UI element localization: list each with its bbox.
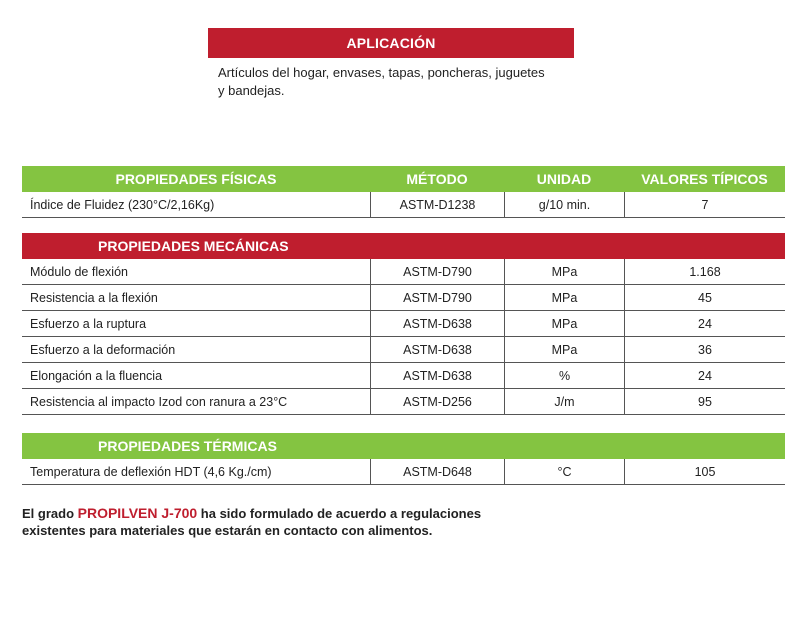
valor-cell: 105 bbox=[624, 459, 785, 484]
valor-cell: 45 bbox=[624, 285, 785, 310]
metodo-cell: ASTM-D638 bbox=[370, 337, 504, 362]
termicas-header-title: PROPIEDADES TÉRMICAS bbox=[98, 438, 277, 454]
table-row bbox=[22, 459, 785, 485]
propiedad-cell: Temperatura de deflexión HDT (4,6 Kg./cm) bbox=[30, 464, 272, 479]
valor-cell: 36 bbox=[624, 337, 785, 362]
unidad-cell: J/m bbox=[504, 389, 624, 414]
tabla-termicas bbox=[22, 433, 785, 485]
fisicas-header-metodo: MÉTODO bbox=[406, 171, 468, 187]
aplicacion-header bbox=[208, 28, 574, 58]
note-suffix: ha sido formulado de acuerdo a regulaciones bbox=[197, 506, 482, 521]
table-row bbox=[22, 311, 785, 337]
table-row bbox=[22, 285, 785, 311]
aplicacion-text bbox=[218, 64, 578, 100]
aplicacion-title: APLICACIÓN bbox=[346, 35, 436, 51]
valor-cell: 95 bbox=[624, 389, 785, 414]
mecanicas-header-title: PROPIEDADES MECÁNICAS bbox=[98, 238, 289, 254]
valor-cell: 24 bbox=[624, 363, 785, 388]
metodo-cell: ASTM-D638 bbox=[370, 311, 504, 336]
aplicacion-text-line: Artículos del hogar, envases, tapas, poncheras, juguetes bbox=[218, 65, 545, 80]
metodo-cell: ASTM-D790 bbox=[370, 259, 504, 284]
unidad-cell: MPa bbox=[504, 337, 624, 362]
unidad-cell: MPa bbox=[504, 311, 624, 336]
table-row bbox=[22, 259, 785, 285]
fisicas-header bbox=[22, 166, 785, 192]
table-row bbox=[22, 337, 785, 363]
propiedad-cell: Elongación a la fluencia bbox=[30, 368, 163, 383]
fisicas-header-valores: VALORES TÍPICOS bbox=[641, 171, 768, 187]
tabla-mecanicas bbox=[22, 233, 785, 415]
mecanicas-header bbox=[22, 233, 785, 259]
metodo-cell: ASTM-D638 bbox=[370, 363, 504, 388]
termicas-header bbox=[22, 433, 785, 459]
valor-cell: 24 bbox=[624, 311, 785, 336]
unidad-cell: MPa bbox=[504, 259, 624, 284]
metodo-cell: ASTM-D1238 bbox=[370, 192, 504, 217]
unidad-cell: g/10 min. bbox=[504, 192, 624, 217]
valor-cell: 1.168 bbox=[624, 259, 785, 284]
metodo-cell: ASTM-D648 bbox=[370, 459, 504, 484]
table-row bbox=[22, 389, 785, 415]
propiedad-cell: Esfuerzo a la ruptura bbox=[30, 316, 147, 331]
unidad-cell: °C bbox=[504, 459, 624, 484]
metodo-cell: ASTM-D256 bbox=[370, 389, 504, 414]
fisicas-header-unidad: UNIDAD bbox=[536, 171, 592, 187]
unidad-cell: MPa bbox=[504, 285, 624, 310]
unidad-cell: % bbox=[504, 363, 624, 388]
valor-cell: 7 bbox=[624, 192, 785, 217]
food-contact-note bbox=[22, 505, 642, 539]
metodo-cell: ASTM-D790 bbox=[370, 285, 504, 310]
table-row bbox=[22, 363, 785, 389]
propiedad-cell: Módulo de flexión bbox=[30, 264, 128, 279]
aplicacion-text-line: y bandejas. bbox=[218, 83, 285, 98]
product-brand: PROPILVEN J-700 bbox=[77, 505, 198, 521]
propiedad-cell: Índice de Fluidez (230°C/2,16Kg) bbox=[30, 197, 215, 212]
propiedad-cell: Resistencia a la flexión bbox=[30, 290, 158, 305]
note-prefix: El grado bbox=[22, 506, 78, 521]
tabla-fisicas bbox=[22, 166, 785, 218]
fisicas-header-propiedad: PROPIEDADES FÍSICAS bbox=[115, 171, 277, 187]
note-line-1 bbox=[22, 505, 642, 522]
propiedad-cell: Esfuerzo a la deformación bbox=[30, 342, 176, 357]
note-line-2: existentes para materiales que estarán en contacto con alimentos. bbox=[22, 523, 433, 538]
table-row bbox=[22, 192, 785, 218]
propiedad-cell: Resistencia al impacto Izod con ranura a 23°C bbox=[30, 394, 288, 409]
